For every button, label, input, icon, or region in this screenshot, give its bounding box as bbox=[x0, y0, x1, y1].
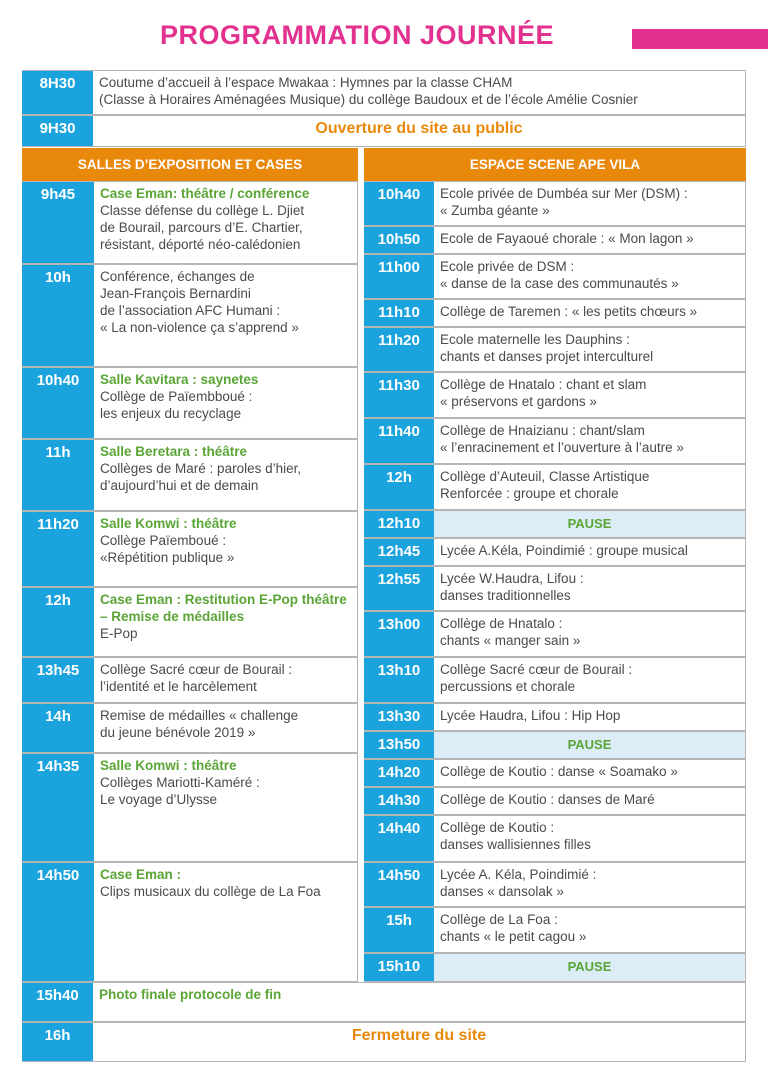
event-line: d’aujourd’hui et de demain bbox=[100, 478, 259, 493]
pause-label: PAUSE bbox=[434, 954, 745, 981]
event-line: de Bourail, parcours d’E. Chartier, bbox=[100, 220, 303, 235]
schedule-row bbox=[364, 703, 746, 731]
event-content bbox=[93, 71, 745, 114]
event-line: E-Pop bbox=[100, 626, 138, 641]
event-venue-title: Salle Komwi : théâtre bbox=[100, 516, 237, 531]
schedule-row bbox=[364, 299, 746, 327]
event-content bbox=[434, 612, 745, 656]
schedule-row bbox=[22, 862, 358, 982]
event-line: Renforcée : groupe et chorale bbox=[440, 486, 619, 501]
event-line: « l’enracinement et l’ouverture à l’autre » bbox=[440, 440, 684, 455]
event-line: Collège d’Auteuil, Classe Artistique bbox=[440, 469, 650, 484]
event-content bbox=[94, 265, 357, 366]
event-line: Lycée Haudra, Lifou : Hip Hop bbox=[440, 708, 621, 723]
schedule-row bbox=[364, 254, 746, 299]
schedule-row bbox=[364, 226, 746, 254]
event-line: (Classe à Horaires Aménagées Musique) du collège Baudoux et de l’école Amélie Cosnier bbox=[99, 92, 638, 107]
event-line: Le voyage d’Ulysse bbox=[100, 792, 218, 807]
event-line: Classe défense du collège L. Djiet bbox=[100, 203, 305, 218]
schedule-row bbox=[22, 587, 358, 657]
event-content bbox=[434, 863, 745, 906]
time-slot: 8H30 bbox=[22, 71, 93, 114]
time-slot: 14h35 bbox=[22, 754, 94, 861]
event-venue-title: Salle Beretara : théâtre bbox=[100, 444, 248, 459]
event-line: danses « dansolak » bbox=[440, 884, 564, 899]
event-venue-title: Case Eman : bbox=[100, 867, 182, 882]
time-slot: 15h40 bbox=[22, 983, 93, 1021]
time-slot: 15h bbox=[364, 908, 434, 952]
page-title: PROGRAMMATION JOURNÉE bbox=[160, 20, 555, 50]
event-content bbox=[434, 465, 745, 509]
event-line: Ecole maternelle les Dauphins : bbox=[440, 332, 630, 347]
event-content bbox=[94, 863, 357, 981]
schedule-row bbox=[364, 372, 746, 418]
time-slot: 11h30 bbox=[364, 373, 434, 417]
schedule-row bbox=[22, 703, 358, 753]
event-line: de l’association AFC Humani : bbox=[100, 303, 281, 318]
event-line: Ecole de Fayaoué chorale : « Mon lagon » bbox=[440, 231, 694, 246]
event-content bbox=[94, 754, 357, 861]
event-content bbox=[94, 588, 357, 656]
event-content bbox=[434, 227, 745, 253]
time-slot: 14h bbox=[22, 704, 94, 752]
schedule-row bbox=[22, 115, 746, 147]
event-line: Jean-François Bernardini bbox=[100, 286, 251, 301]
event-content bbox=[434, 908, 745, 952]
event-line: Collège de Koutio : bbox=[440, 820, 555, 835]
event-line: chants « manger sain » bbox=[440, 633, 581, 648]
event-content bbox=[94, 440, 357, 510]
pause-label: PAUSE bbox=[434, 511, 745, 537]
event-line: « Zumba géante » bbox=[440, 203, 550, 218]
event-line: Lycée W.Haudra, Lifou : bbox=[440, 571, 584, 586]
event-line: «Répétition publique » bbox=[100, 550, 235, 565]
event-line: Collèges de Maré : paroles d’hier, bbox=[100, 461, 302, 476]
time-slot: 12h bbox=[364, 465, 434, 509]
event-content bbox=[434, 373, 745, 417]
event-line: Collège de La Foa : bbox=[440, 912, 558, 927]
event-content bbox=[94, 368, 357, 438]
event-venue-title: Case Eman: théâtre / conférence bbox=[100, 186, 310, 201]
event-line: Collège de Hnaizianu : chant/slam bbox=[440, 423, 645, 438]
event-line: danses wallisiennes filles bbox=[440, 837, 591, 852]
time-slot: 9h45 bbox=[22, 182, 94, 263]
event-line: « La non-violence ça s’apprend » bbox=[100, 320, 299, 335]
schedule-row bbox=[22, 181, 358, 264]
event-content bbox=[434, 760, 745, 786]
event-line: Ecole privée de Dumbéa sur Mer (DSM) : bbox=[440, 186, 688, 201]
schedule-row bbox=[22, 70, 746, 115]
schedule-row bbox=[364, 327, 746, 372]
pause-label: PAUSE bbox=[434, 732, 745, 758]
event-line: « danse de la case des communautés » bbox=[440, 276, 679, 291]
time-slot: 14h40 bbox=[364, 816, 434, 861]
time-slot: 16h bbox=[22, 1023, 93, 1061]
event-line: Collège de Koutio : danse « Soamako » bbox=[440, 764, 678, 779]
time-slot: 11h20 bbox=[22, 512, 94, 586]
event-content bbox=[434, 658, 745, 702]
time-slot: 15h10 bbox=[364, 954, 434, 981]
time-slot: 10h40 bbox=[22, 368, 94, 438]
time-slot: 13h50 bbox=[364, 732, 434, 758]
event-venue-title: Salle Kavitara : saynetes bbox=[100, 372, 259, 387]
event-venue-title: Case Eman : Restitution E-Pop théâtre – Remise de médailles bbox=[100, 592, 347, 624]
schedule-row bbox=[364, 759, 746, 787]
schedule-row bbox=[22, 264, 358, 367]
schedule-row bbox=[364, 538, 746, 566]
time-slot: 12h bbox=[22, 588, 94, 656]
event-venue-title: Salle Komwi : théâtre bbox=[100, 758, 237, 773]
schedule-row bbox=[364, 862, 746, 907]
time-slot: 11h00 bbox=[364, 255, 434, 298]
event-line: Collège de Hnatalo : chant et slam bbox=[440, 377, 647, 392]
schedule-row bbox=[364, 418, 746, 464]
section-header-stage: ESPACE SCENE APE VILA bbox=[364, 148, 746, 181]
schedule-row bbox=[22, 439, 358, 511]
time-slot: 10h40 bbox=[364, 182, 434, 225]
event-line: Collège Païemboué : bbox=[100, 533, 227, 548]
event-content bbox=[434, 300, 745, 326]
event-content bbox=[434, 182, 745, 225]
event-content bbox=[94, 658, 357, 702]
schedule-row bbox=[364, 566, 746, 611]
event-line: Collège Sacré cœur de Bourail : bbox=[440, 662, 633, 677]
time-slot: 11h40 bbox=[364, 419, 434, 463]
event-line: danses traditionnelles bbox=[440, 588, 571, 603]
time-slot: 11h20 bbox=[364, 328, 434, 371]
event-line: Lycée A.Kéla, Poindimié : groupe musical bbox=[440, 543, 688, 558]
time-slot: 13h30 bbox=[364, 704, 434, 730]
schedule-row bbox=[22, 753, 358, 862]
time-slot: 12h45 bbox=[364, 539, 434, 565]
event-content bbox=[94, 704, 357, 752]
event-line: Clips musicaux du collège de La Foa bbox=[100, 884, 321, 899]
event-line: Ecole privée de DSM : bbox=[440, 259, 575, 274]
event-content bbox=[434, 255, 745, 298]
schedule-row bbox=[22, 982, 746, 1022]
section-header-exhibition: SALLES D’EXPOSITION ET CASES bbox=[22, 148, 358, 181]
event-line: Lycée A. Kéla, Poindimié : bbox=[440, 867, 597, 882]
event-line: percussions et chorale bbox=[440, 679, 576, 694]
event-content bbox=[94, 182, 357, 263]
event-content bbox=[434, 539, 745, 565]
event-line: Coutume d’accueil à l’espace Mwakaa : Hymnes par la classe CHAM bbox=[99, 75, 513, 90]
schedule-row bbox=[364, 731, 746, 759]
title-accent-bar bbox=[632, 29, 768, 49]
time-slot: 14h20 bbox=[364, 760, 434, 786]
schedule-row bbox=[364, 464, 746, 510]
event-line: Collège Sacré cœur de Bourail : bbox=[100, 662, 293, 677]
event-line: Remise de médailles « challenge bbox=[100, 708, 299, 723]
event-line: chants et danses projet interculturel bbox=[440, 349, 654, 364]
event-line: Conférence, échanges de bbox=[100, 269, 255, 284]
event-line: Collège de Païembboué : bbox=[100, 389, 253, 404]
schedule-row bbox=[364, 953, 746, 982]
event-line: du jeune bénévole 2019 » bbox=[100, 725, 256, 740]
event-line: résistant, déporté néo-calédonien bbox=[100, 237, 301, 252]
event-line: Collèges Mariotti-Kaméré : bbox=[100, 775, 260, 790]
time-slot: 14h50 bbox=[22, 863, 94, 981]
time-slot: 9H30 bbox=[22, 116, 93, 146]
schedule-row bbox=[22, 511, 358, 587]
schedule-row bbox=[364, 611, 746, 657]
schedule-row bbox=[22, 367, 358, 439]
schedule-row bbox=[364, 815, 746, 862]
schedule-row bbox=[364, 181, 746, 226]
time-slot: 10h bbox=[22, 265, 94, 366]
schedule-row bbox=[364, 787, 746, 815]
event-content bbox=[434, 816, 745, 861]
schedule-row bbox=[22, 1022, 746, 1062]
time-slot: 13h10 bbox=[364, 658, 434, 702]
event-line: chants « le petit cagou » bbox=[440, 929, 587, 944]
time-slot: 14h50 bbox=[364, 863, 434, 906]
event-line: l’identité et le harcèlement bbox=[100, 679, 257, 694]
schedule-row bbox=[364, 907, 746, 953]
time-slot: 11h bbox=[22, 440, 94, 510]
schedule-row bbox=[22, 657, 358, 703]
event-content bbox=[434, 567, 745, 610]
event-line: Collège de Hnatalo : bbox=[440, 616, 563, 631]
event-line: Collège de Koutio : danses de Maré bbox=[440, 792, 655, 807]
event-text: Fermeture du site bbox=[351, 1027, 487, 1044]
time-slot: 14h30 bbox=[364, 788, 434, 814]
event-text: Ouverture du site au public bbox=[315, 120, 523, 137]
event-content bbox=[434, 328, 745, 371]
event-text: Photo finale protocole de fin bbox=[99, 987, 282, 1002]
schedule-row bbox=[364, 657, 746, 703]
time-slot: 10h50 bbox=[364, 227, 434, 253]
schedule-row bbox=[364, 510, 746, 538]
event-line: « préservons et gardons » bbox=[440, 394, 597, 409]
event-line: les enjeux du recyclage bbox=[100, 406, 242, 421]
time-slot: 11h10 bbox=[364, 300, 434, 326]
time-slot: 12h10 bbox=[364, 511, 434, 537]
time-slot: 12h55 bbox=[364, 567, 434, 610]
event-content bbox=[434, 704, 745, 730]
event-content bbox=[434, 419, 745, 463]
event-content bbox=[94, 512, 357, 586]
time-slot: 13h45 bbox=[22, 658, 94, 702]
time-slot: 13h00 bbox=[364, 612, 434, 656]
event-line: Collège de Taremen : « les petits chœurs » bbox=[440, 304, 698, 319]
event-content bbox=[434, 788, 745, 814]
